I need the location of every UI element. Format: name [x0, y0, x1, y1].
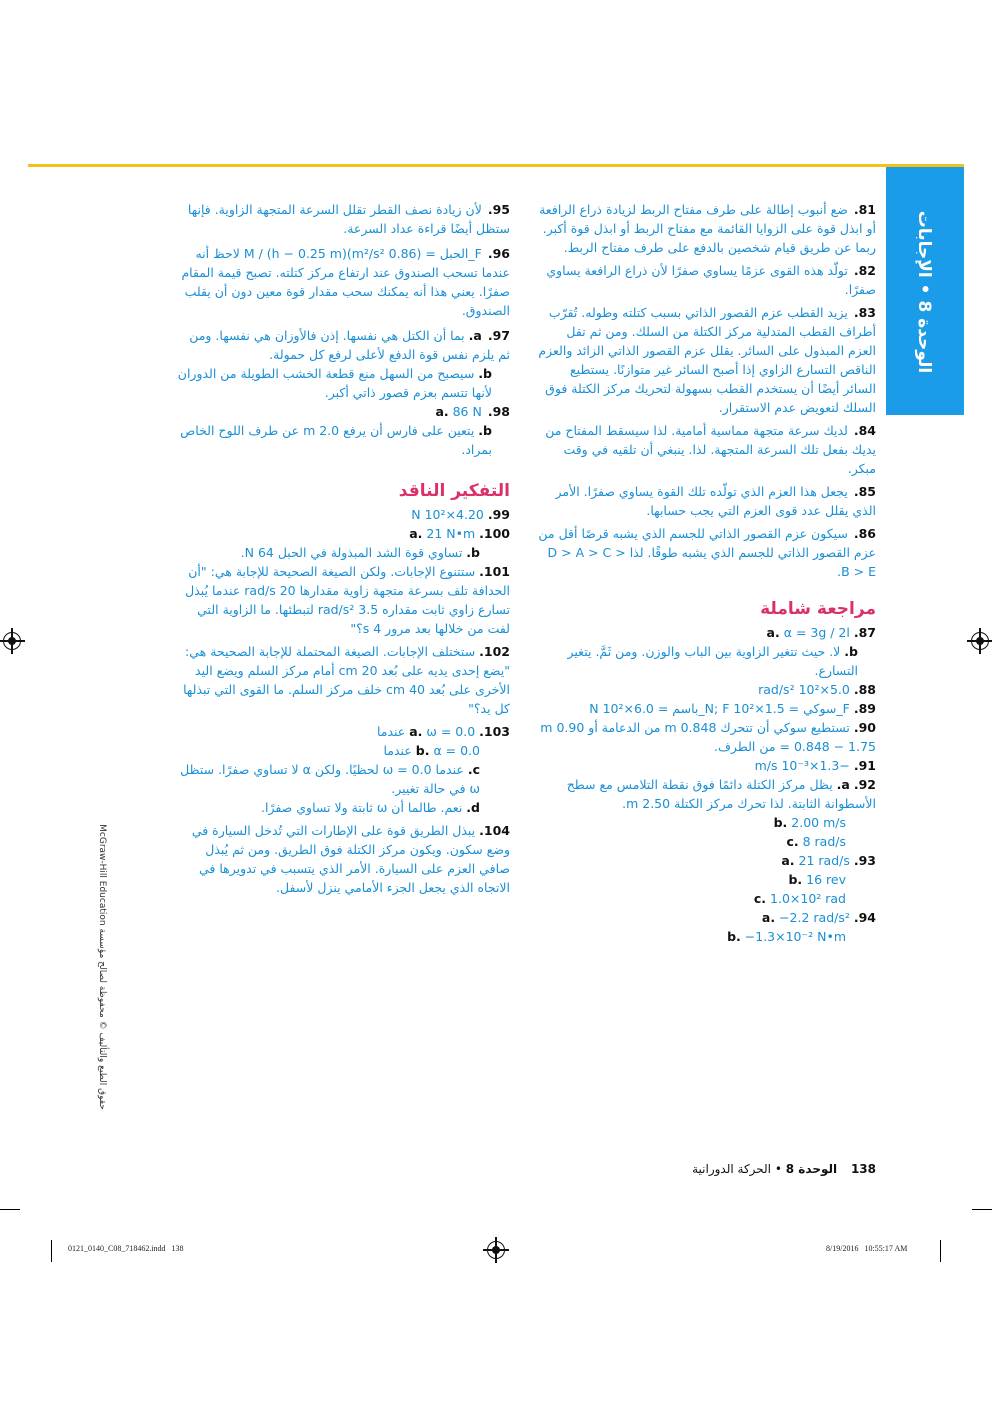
review-row: 94. a. −2.2 rad/s² — [761, 910, 876, 925]
footer-unit: الوحدة 8 — [785, 1162, 838, 1176]
answer-83: 83.يزيد القطب عزم القصور الذاتي بسبب كتلته وطوله. تُقرّب أطراف القطب المتدلية مركز الكتلة من السلك. ومن ثم تقل العزم المبذول على السائر. يقلل عزم القصور الذاتي الزائد والعزم الناقص التسارع الزاوي إذا أصبح السائر غير متوازنًا. يستطيع السائر أيضًا أن يستخدم القطب بسهولة لتحريك مركز الكتلة فوق السلك لتعويض عدم الاستقرار. — [538, 305, 876, 415]
answer-85: 85.يجعل هذا العزم الذي تولّده تلك القوة يساوي صفرًا. الأمر الذي يقلل عدد قوى العزم التي يجب حسابها. — [555, 484, 876, 518]
review-row: b. 16 rev — [788, 872, 846, 887]
review-row: 91. −1.3×10⁻³ m/s — [754, 758, 876, 773]
review-heading: مراجعة شاملة — [760, 599, 876, 619]
answer-82: 82.تولّد هذه القوى عزمًا يساوي صفرًا لأن ذراع الرافعة يساوي صفرًا. — [546, 263, 876, 297]
answer-95: 95.لأن زيادة نصف القطر تقلل السرعة المتجهة الزاوية. فإنها ستظل أيضًا قراءة عداد السرعة. — [187, 202, 510, 236]
critical-row: 101. ستتنوع الإجابات. ولكن الصيغة الصحيحة للإجابة هي: "أن الحدافة تلف بسرعة متجهة زاوية مقدارها 20 rad/s عندما يُبذل تسارع زاوي ثابت مقداره 3.5 rad/s² لتبطئها. ما الزاوية التي لفت من خلالها بعد مرور 4 s؟" — [185, 564, 510, 636]
footer-title: الحركة الدورانية — [692, 1162, 772, 1176]
review-row: 90. تستطيع سوكي أن تتحرك 0.848 m من الدعامة أو 0.90 m = 0.848 − 1.75 من الطرف. — [540, 720, 876, 754]
review-row: c. 8 rad/s — [786, 834, 846, 849]
crop-mark — [51, 1240, 52, 1262]
critical-row: d. نعم. طالما أن ω ثابتة ولا تساوي صفرًا. — [261, 800, 480, 815]
answer-97b: b. سيصبح من السهل منع قطعة الخشب الطويلة من الدوران لأنها تتسم بعزم قصور ذاتي أكبر. — [177, 366, 492, 400]
critical-row: 104. يبذل الطريق قوة على الإطارات التي تُدخل السيارة في وضع سكون. ويكون مركز الكتلة فوق الطريق. ومن ثم يُبذل صافي العزم على السيارة. الأمر الذي يتسبب في تدويرها في الاتجاه الذي يجعل الجزء الأمامي ينزل لأسفل. — [191, 823, 510, 895]
review-row: b. 2.00 m/s — [773, 815, 846, 830]
side-tab-label: الوحدة 8 • الإجابات — [914, 210, 934, 374]
top-rule — [28, 164, 964, 167]
critical-row: 103. a. ω = 0.0 عندما — [376, 724, 510, 739]
critical-row: b. α = 0.0 عندما — [383, 743, 480, 758]
answer-97a: 97.a. بما أن الكتل هي نفسها. إذن فالأوزان هي نفسها. ومن ثم يلزم نفس قوة الدفع لأعلى لرفع كل حمولة. — [189, 328, 510, 362]
review-row: b. لا. حيث تتغير الزاوية بين الباب والوزن. ومن ثَمَّ. يتغير التسارع. — [567, 644, 858, 678]
critical-row: 100. a. 21 N•m — [409, 526, 510, 541]
crop-mark — [972, 1209, 992, 1210]
review-row: 93. a. 21 rad/s — [781, 853, 876, 868]
registration-mark-icon — [3, 632, 21, 650]
review-row: c. 1.0×10² rad — [753, 891, 846, 906]
left-column — [176, 200, 510, 897]
critical-row: c. عندما ω = 0.0 لحظيًا. ولكن α لا تساوي صفرًا. ستظل ω في حالة تغيير. — [180, 762, 480, 796]
review-row: 88. 5.0×10² rad/s² — [758, 682, 876, 697]
answer-84: 84.لديك سرعة متجهة مماسية أمامية. لذا سيسقط المفتاح من يديك بفعل تلك السرعة المتجهة. لذا. ينبغي أن تلقيه في وقت مبكر. — [545, 423, 876, 476]
page-footer: 138 الوحدة 8 • الحركة الدورانية — [692, 1162, 876, 1176]
critical-heading: التفكير الناقد — [398, 481, 510, 501]
answer-81: 81.ضع أنبوب إطالة على طرف مفتاح الربط لزيادة ذراع الرافعة أو ابذل قوة على الزوايا القائمة مع مفتاح الربط أو ابذل قوة أكبر. ربما عن طريق قيام شخصين بالدفع على طرف مفتاح الربط. — [539, 202, 876, 255]
slug-left: 0121_0140_C08_718462.indd 138 — [68, 1244, 184, 1253]
copyright-vertical: حقوق الطبع والتأليف © محفوظة لصالح مؤسسة McGraw-Hill Education — [97, 824, 107, 1110]
answer-86: 86.سيكون عزم القصور الذاتي للجسم الذي يشبه قرصًا أقل من عزم القصور الذاتي للجسم الذي يشبه طوقًا. لذا D > A > C > B > E. — [538, 526, 876, 579]
review-row: b. −1.3×10⁻² N•m — [727, 929, 846, 944]
answer-96: 96.F_الحبل = (0.86 m²/s²)M / (h − 0.25 m) لاحظ أنه عندما تسحب الصندوق عند ارتفاع مركز كتلته. تصبح قيمة المقام صفرًا. يعني هذا أنه يمكنك سحب مقدار قوة معين دون أن يقلب الصندوق. — [181, 246, 510, 318]
answer-98b: b. يتعين على فارس أن يرفع 2.0 m عن طرف اللوح الخاص بمراد. — [180, 423, 492, 457]
review-row: 92. a. يظل مركز الكتلة دائمًا فوق نقطة التلامس مع سطح الأسطوانة الثابتة. لذا تحرك مركز الكتلة 2.50 m. — [566, 777, 876, 811]
review-row: 87. a. α = 3g / 2l — [766, 625, 876, 640]
footer-page-number: 138 — [850, 1162, 876, 1176]
crop-mark — [940, 1240, 941, 1262]
critical-row: 99. 4.20×10² N — [411, 507, 510, 522]
answer-98a: 98.a. 86 N — [435, 404, 510, 419]
review-row: 89. F_سوکي = 1.5×10² N; F_باسم = 6.0×10² N — [589, 701, 876, 716]
critical-row: 102. ستختلف الإجابات. الصيغة المحتملة للإجابة الصحيحة هي: "يضع إحدى يديه على بُعد 20 cm أمام مركز السلم ويضع اليد الأخرى على بُعد 40 cm خلف مركز السلم. ما القوى التي تبذلها كل يد؟" — [183, 644, 510, 716]
right-column — [536, 200, 876, 946]
slug-right: 8/19/2016 10:55:17 AM — [826, 1244, 908, 1253]
registration-mark-icon — [487, 1241, 505, 1259]
critical-row: b. تساوي قوة الشد المبذولة في الحبل 64 N. — [240, 545, 480, 560]
registration-mark-icon — [971, 632, 989, 650]
crop-mark — [0, 1209, 20, 1210]
